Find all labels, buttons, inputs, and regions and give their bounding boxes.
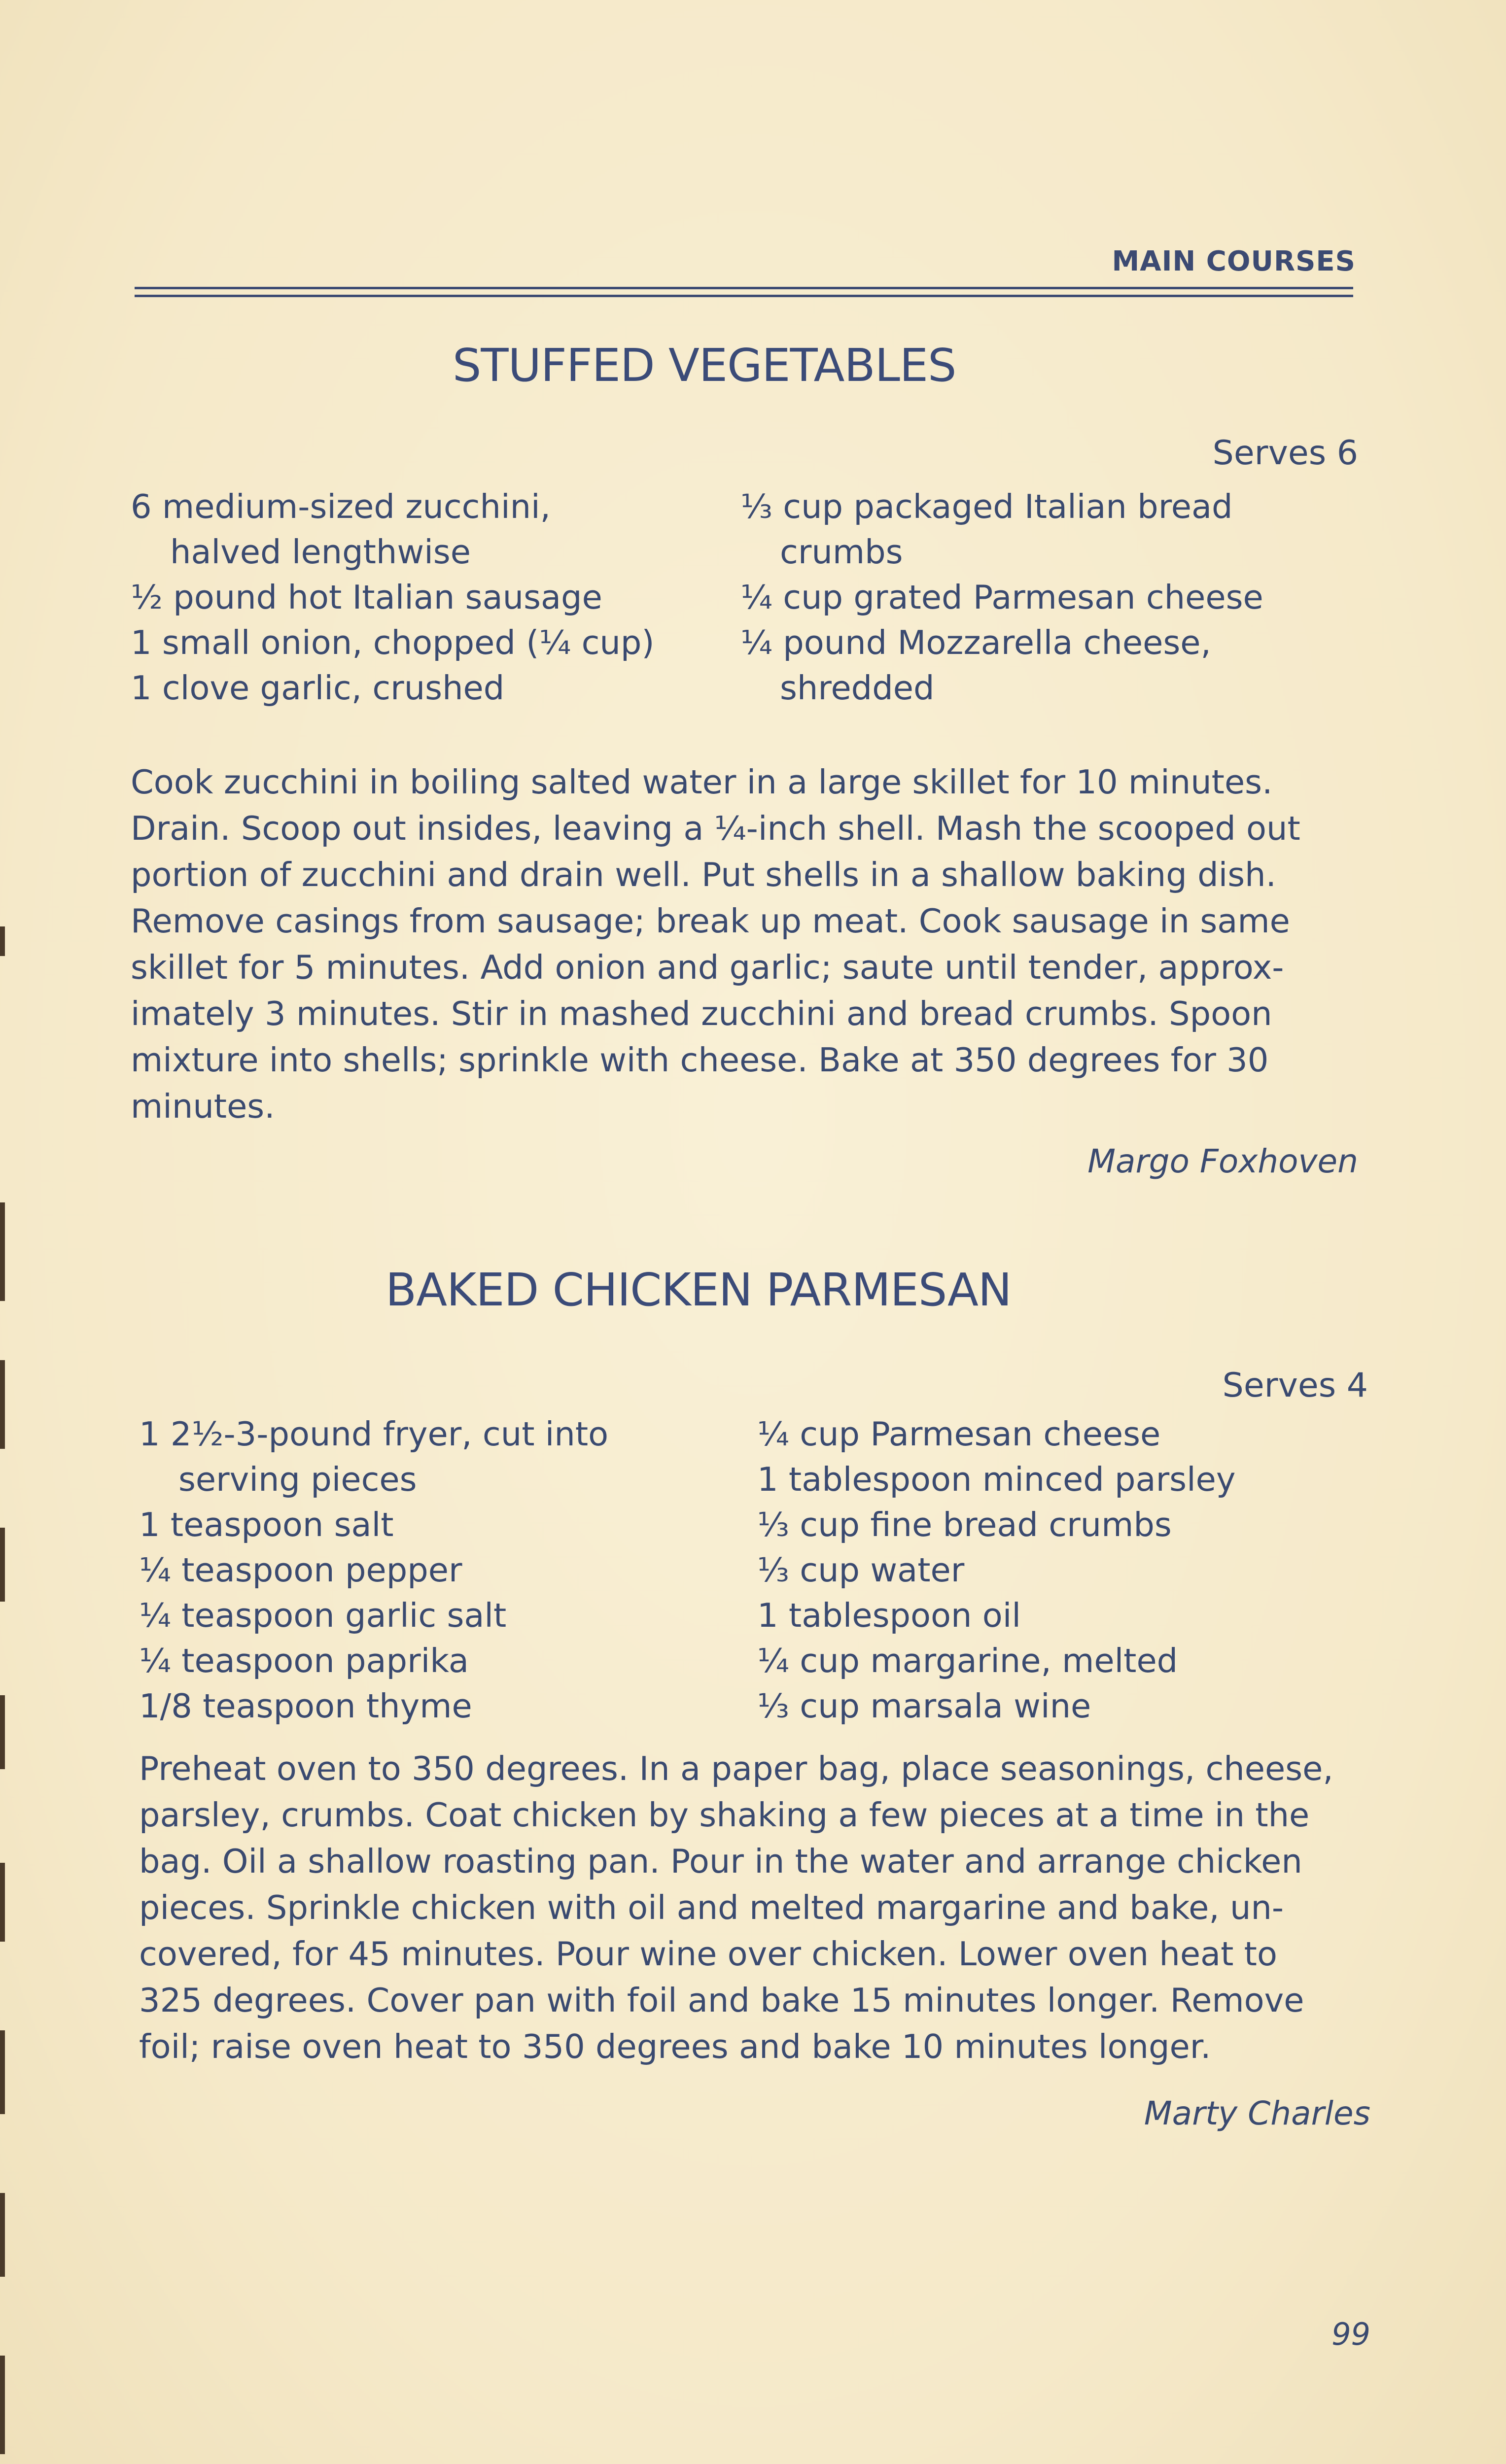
- running-head: MAIN COURSES: [1112, 245, 1356, 277]
- binding-edge-mark: [0, 1695, 5, 1769]
- ingredient: serving pieces: [178, 1460, 417, 1499]
- binding-edge-mark: [0, 926, 5, 956]
- ingredient: ⅓ cup water: [757, 1551, 965, 1589]
- directions-line: bag. Oil a shallow roasting pan. Pour in the water and arrange chicken: [139, 1842, 1302, 1881]
- ingredients-right: [740, 484, 1263, 711]
- directions-line: mixture into shells; sprinkle with cheese. Bake at 350 degrees for 30: [131, 1041, 1269, 1079]
- binding-edge-mark: [0, 1202, 5, 1301]
- directions-line: imately 3 minutes. Stir in mashed zucchini and bread crumbs. Spoon: [131, 994, 1272, 1033]
- header-rule-bottom: [135, 295, 1353, 297]
- ingredient: 1 teaspoon salt: [139, 1506, 394, 1544]
- binding-edge-mark: [0, 1528, 5, 1602]
- directions-line: 325 degrees. Cover pan with foil and bake 15 minutes longer. Remove: [139, 1981, 1304, 2019]
- ingredient: ⅓ cup packaged Italian bread: [740, 487, 1233, 526]
- directions-line: Drain. Scoop out insides, leaving a ¼-inch shell. Mash the scooped out: [131, 809, 1300, 848]
- recipe-title: STUFFED VEGETABLES: [453, 339, 956, 392]
- ingredient: 1 clove garlic, crushed: [131, 669, 505, 707]
- directions-line: pieces. Sprinkle chicken with oil and melted margarine and bake, un-: [139, 1888, 1284, 1927]
- ingredient: ¼ cup margarine, melted: [757, 1642, 1178, 1680]
- ingredient: halved lengthwise: [170, 533, 471, 571]
- ingredients-right: [757, 1411, 1236, 1729]
- serves-label: Serves 4: [1222, 1366, 1368, 1405]
- directions-line: skillet for 5 minutes. Add onion and garlic; saute until tender, approx-: [131, 948, 1284, 987]
- ingredient: 1 2½-3-pound fryer, cut into: [139, 1415, 609, 1453]
- directions: [131, 759, 1300, 1129]
- ingredients-left: [131, 484, 655, 711]
- binding-edge-mark: [0, 1360, 5, 1449]
- directions-line: Preheat oven to 350 degrees. In a paper bag, place seasonings, cheese,: [139, 1749, 1333, 1788]
- ingredient: ¼ teaspoon garlic salt: [139, 1596, 507, 1635]
- directions-line: portion of zucchini and drain well. Put shells in a shallow baking dish.: [131, 856, 1276, 894]
- directions-line: Remove casings from sausage; break up meat. Cook sausage in same: [131, 902, 1290, 940]
- binding-edge-mark: [0, 2193, 5, 2277]
- ingredient: shredded: [780, 669, 935, 707]
- binding-edge-mark: [0, 2356, 5, 2454]
- ingredient: ¼ teaspoon paprika: [139, 1642, 469, 1680]
- recipe-title: BAKED CHICKEN PARMESAN: [385, 1264, 1012, 1316]
- recipe-author: Margo Foxhoven: [1087, 1142, 1358, 1180]
- directions-line: Cook zucchini in boiling salted water in a large skillet for 10 minutes.: [131, 763, 1273, 801]
- directions-line: parsley, crumbs. Coat chicken by shaking a few pieces at a time in the: [139, 1796, 1310, 1834]
- ingredient: 1 tablespoon oil: [757, 1596, 1021, 1635]
- ingredient: 1/8 teaspoon thyme: [139, 1687, 472, 1725]
- ingredient: 6 medium-sized zucchini,: [131, 487, 551, 526]
- ingredient: ¼ pound Mozzarella cheese,: [740, 623, 1211, 662]
- ingredient: 1 small onion, chopped (¼ cup): [131, 623, 655, 662]
- ingredient: crumbs: [780, 533, 903, 571]
- ingredient: ¼ teaspoon pepper: [139, 1551, 462, 1589]
- ingredient: 1 tablespoon minced parsley: [757, 1460, 1236, 1499]
- serves-label: Serves 6: [1212, 434, 1358, 473]
- ingredient: ¼ cup grated Parmesan cheese: [740, 578, 1263, 616]
- directions-line: covered, for 45 minutes. Pour wine over chicken. Lower oven heat to: [139, 1935, 1277, 1973]
- ingredients-left: [139, 1411, 608, 1729]
- header-rule-top: [135, 287, 1353, 289]
- ingredient: ½ pound hot Italian sausage: [131, 578, 602, 616]
- page-number: 99: [1331, 2316, 1370, 2352]
- recipe-author: Marty Charles: [1144, 2094, 1370, 2132]
- directions-line: minutes.: [131, 1087, 275, 1126]
- ingredient: ⅓ cup marsala wine: [757, 1687, 1091, 1725]
- directions: [139, 1745, 1333, 2070]
- binding-edge-mark: [0, 2030, 5, 2114]
- ingredient: ¼ cup Parmesan cheese: [757, 1415, 1161, 1453]
- ingredient: ⅓ cup fine bread crumbs: [757, 1506, 1172, 1544]
- directions-line: foil; raise oven heat to 350 degrees and bake 10 minutes longer.: [139, 2027, 1211, 2066]
- binding-edge-mark: [0, 1863, 5, 1942]
